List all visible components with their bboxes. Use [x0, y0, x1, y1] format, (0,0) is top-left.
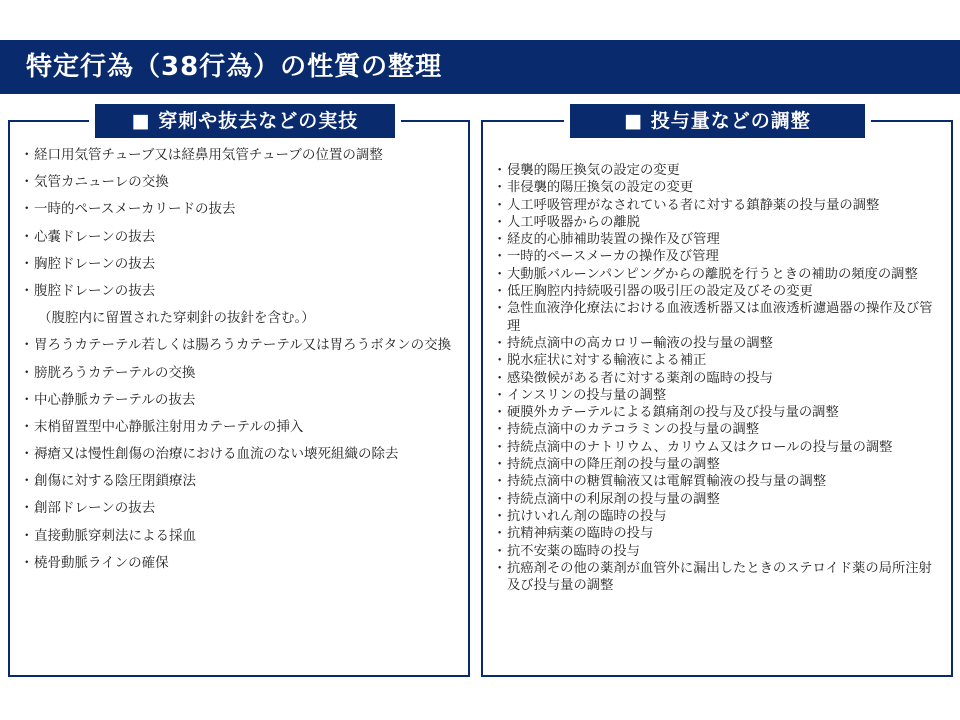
bullet-icon: ・ [20, 364, 34, 381]
list-item [493, 352, 945, 369]
bullet-icon: ・ [493, 457, 507, 473]
bullet-icon: ・ [493, 163, 507, 178]
bullet-icon: ・ [493, 197, 507, 213]
bullet-icon: ・ [493, 370, 507, 386]
bullet-icon: ・ [20, 418, 34, 435]
list-item [493, 491, 945, 508]
bullet-icon: ・ [20, 174, 34, 191]
list-item-text: 非侵襲的陽圧換気の設定の変更 [507, 180, 694, 196]
list-item [493, 543, 945, 560]
bullet-icon: ・ [20, 147, 34, 163]
list-item [493, 266, 945, 283]
list-item [20, 418, 460, 436]
bullet-icon: ・ [20, 228, 34, 245]
list-item-text: 心嚢ドレーンの抜去 [34, 228, 156, 245]
list-item [20, 527, 460, 545]
list-item [493, 231, 945, 248]
list-item [493, 283, 945, 300]
list-item [20, 472, 460, 490]
list-item-text: 中心静脈カテーテルの抜去 [34, 391, 196, 408]
bullet-icon: ・ [20, 337, 34, 354]
list-item-text: 抗精神病薬の臨時の投与 [507, 526, 654, 542]
list-item [20, 499, 460, 517]
list-item-text: 持続点滴中のカテコラミンの投与量の調整 [507, 422, 760, 438]
list-item-text: 創傷に対する陰圧閉鎖療法 [34, 473, 196, 490]
right-item-list [493, 162, 945, 594]
bullet-icon: ・ [493, 353, 507, 369]
list-item [493, 370, 945, 387]
bullet-icon: ・ [20, 473, 34, 490]
list-item [493, 508, 945, 525]
list-item-text: 持続点滴中のナトリウム、カリウム又はクロールの投与量の調整 [507, 439, 893, 455]
list-item [493, 456, 945, 473]
list-item [20, 364, 460, 382]
bullet-icon: ・ [493, 560, 507, 576]
list-item [493, 560, 945, 595]
list-item-text: 持続点滴中の高カロリー輸液の投与量の調整 [507, 335, 773, 351]
list-item [20, 282, 460, 300]
bullet-icon: ・ [493, 387, 507, 403]
list-item-text: 胃ろうカテーテル若しくは腸ろうカテーテル又は胃ろうボタンの交換 [34, 337, 452, 354]
bullet-icon: ・ [493, 180, 507, 196]
bullet-icon: ・ [493, 232, 507, 248]
bullet-icon: ・ [493, 491, 507, 507]
bullet-icon: ・ [20, 255, 34, 272]
list-item-text: インスリンの投与量の調整 [507, 387, 667, 403]
list-item-text: 侵襲的陽圧換気の設定の変更 [507, 163, 680, 178]
list-item-text: 膀胱ろうカテーテルの交換 [34, 364, 196, 381]
bullet-icon: ・ [20, 201, 34, 218]
list-item-text: 大動脈バルーンパンピングからの離脱を行うときの補助の頻度の調整 [507, 266, 918, 282]
page-title: 特定行為（38行為）の性質の整理 [26, 52, 443, 82]
bullet-icon: ・ [20, 391, 34, 408]
bullet-icon: ・ [493, 508, 507, 524]
list-item-text: 一時的ペースメーカの操作及び管理 [507, 249, 719, 265]
left-panel-header: ■ 穿刺や抜去などの実技 [95, 104, 395, 138]
bullet-icon: ・ [493, 422, 507, 438]
list-item [20, 173, 460, 191]
list-item-text: 気管カニューレの交換 [34, 174, 169, 191]
bullet-icon: ・ [493, 284, 507, 300]
list-item [493, 473, 945, 490]
bullet-icon: ・ [493, 214, 507, 230]
bullet-icon: ・ [493, 405, 507, 421]
list-item-text: 胸腔ドレーンの抜去 [34, 255, 156, 272]
list-item [493, 421, 945, 438]
bullet-icon: ・ [20, 282, 34, 299]
list-item-text: 低圧胸腔内持続吸引器の吸引圧の設定及びその変更 [507, 284, 813, 300]
title-bar [0, 40, 960, 94]
list-item-text: 感染徴候がある者に対する薬剤の臨時の投与 [507, 370, 773, 386]
list-item [20, 554, 460, 572]
bullet-icon: ・ [493, 543, 507, 559]
list-item-text: 腹腔ドレーンの抜去 [34, 282, 156, 299]
right-panel-header: ■ 投与量などの調整 [570, 104, 865, 138]
list-item-text: 橈骨動脈ラインの確保 [34, 554, 169, 571]
bullet-icon: ・ [493, 526, 507, 542]
list-item-text: 経口用気管チューブ又は経鼻用気管チューブの位置の調整 [34, 147, 383, 163]
list-item [493, 197, 945, 214]
list-item [20, 146, 460, 164]
list-item-text: 褥瘡又は慢性創傷の治療における血流のない壊死組織の除去 [34, 446, 399, 463]
list-item-text: 持続点滴中の利尿剤の投与量の調整 [507, 491, 720, 507]
bullet-icon: ・ [20, 446, 34, 463]
list-item-text: 急性血液浄化療法における血液透析器又は血液透析濾過器の操作及び管理 [507, 301, 933, 334]
list-item [20, 445, 460, 463]
list-item-text: 抗癌剤その他の薬剤が血管外に漏出したときのステロイド薬の局所注射及び投与量の調整 [507, 560, 932, 594]
list-item [493, 387, 945, 404]
left-item-list [20, 146, 460, 581]
list-item [493, 300, 945, 335]
list-item-text: 一時的ペースメーカリードの抜去 [34, 201, 236, 218]
list-item-text: 脱水症状に対する輸液による補正 [507, 353, 707, 369]
list-item [493, 214, 945, 231]
list-item [493, 404, 945, 421]
bullet-icon: ・ [20, 500, 34, 517]
list-item-text: 末梢留置型中心静脈注射用カテーテルの挿入 [34, 418, 304, 435]
list-item [20, 391, 460, 409]
list-item-text: 持続点滴中の糖質輸液又は電解質輸液の投与量の調整 [507, 474, 827, 490]
list-item [20, 200, 460, 218]
bullet-icon: ・ [20, 554, 34, 571]
bullet-icon: ・ [493, 474, 507, 490]
bullet-icon: ・ [493, 266, 507, 282]
list-item [493, 248, 945, 265]
list-item [20, 228, 460, 246]
list-item-note [20, 309, 460, 327]
bullet-icon: ・ [493, 335, 507, 351]
bullet-icon: ・ [493, 249, 507, 265]
list-item-text: 持続点滴中の降圧剤の投与量の調整 [507, 457, 720, 473]
list-item [493, 162, 945, 179]
list-item [20, 255, 460, 273]
list-item [493, 525, 945, 542]
list-item-text: 創部ドレーンの抜去 [34, 500, 156, 517]
list-item-text: 直接動脈穿刺法による採血 [34, 527, 196, 544]
bullet-icon: ・ [20, 527, 34, 544]
bullet-icon: ・ [493, 301, 507, 317]
bullet-icon: ・ [493, 439, 507, 455]
list-item [493, 179, 945, 196]
list-item-text: 経皮的心肺補助装置の操作及び管理 [507, 232, 720, 248]
list-item-text: 硬膜外カテーテルによる鎮痛剤の投与及び投与量の調整 [507, 405, 839, 421]
list-item-text: 人工呼吸器からの離脱 [507, 214, 640, 230]
list-item [493, 335, 945, 352]
list-item-text: （腹腔内に留置された穿刺針の抜針を含む。） [38, 310, 315, 327]
list-item-text: 抗けいれん剤の臨時の投与 [507, 508, 667, 524]
list-item-text: 抗不安薬の臨時の投与 [507, 543, 640, 559]
list-item [493, 439, 945, 456]
list-item-text: 人工呼吸管理がなされている者に対する鎮静薬の投与量の調整 [507, 197, 880, 213]
list-item [20, 336, 460, 354]
